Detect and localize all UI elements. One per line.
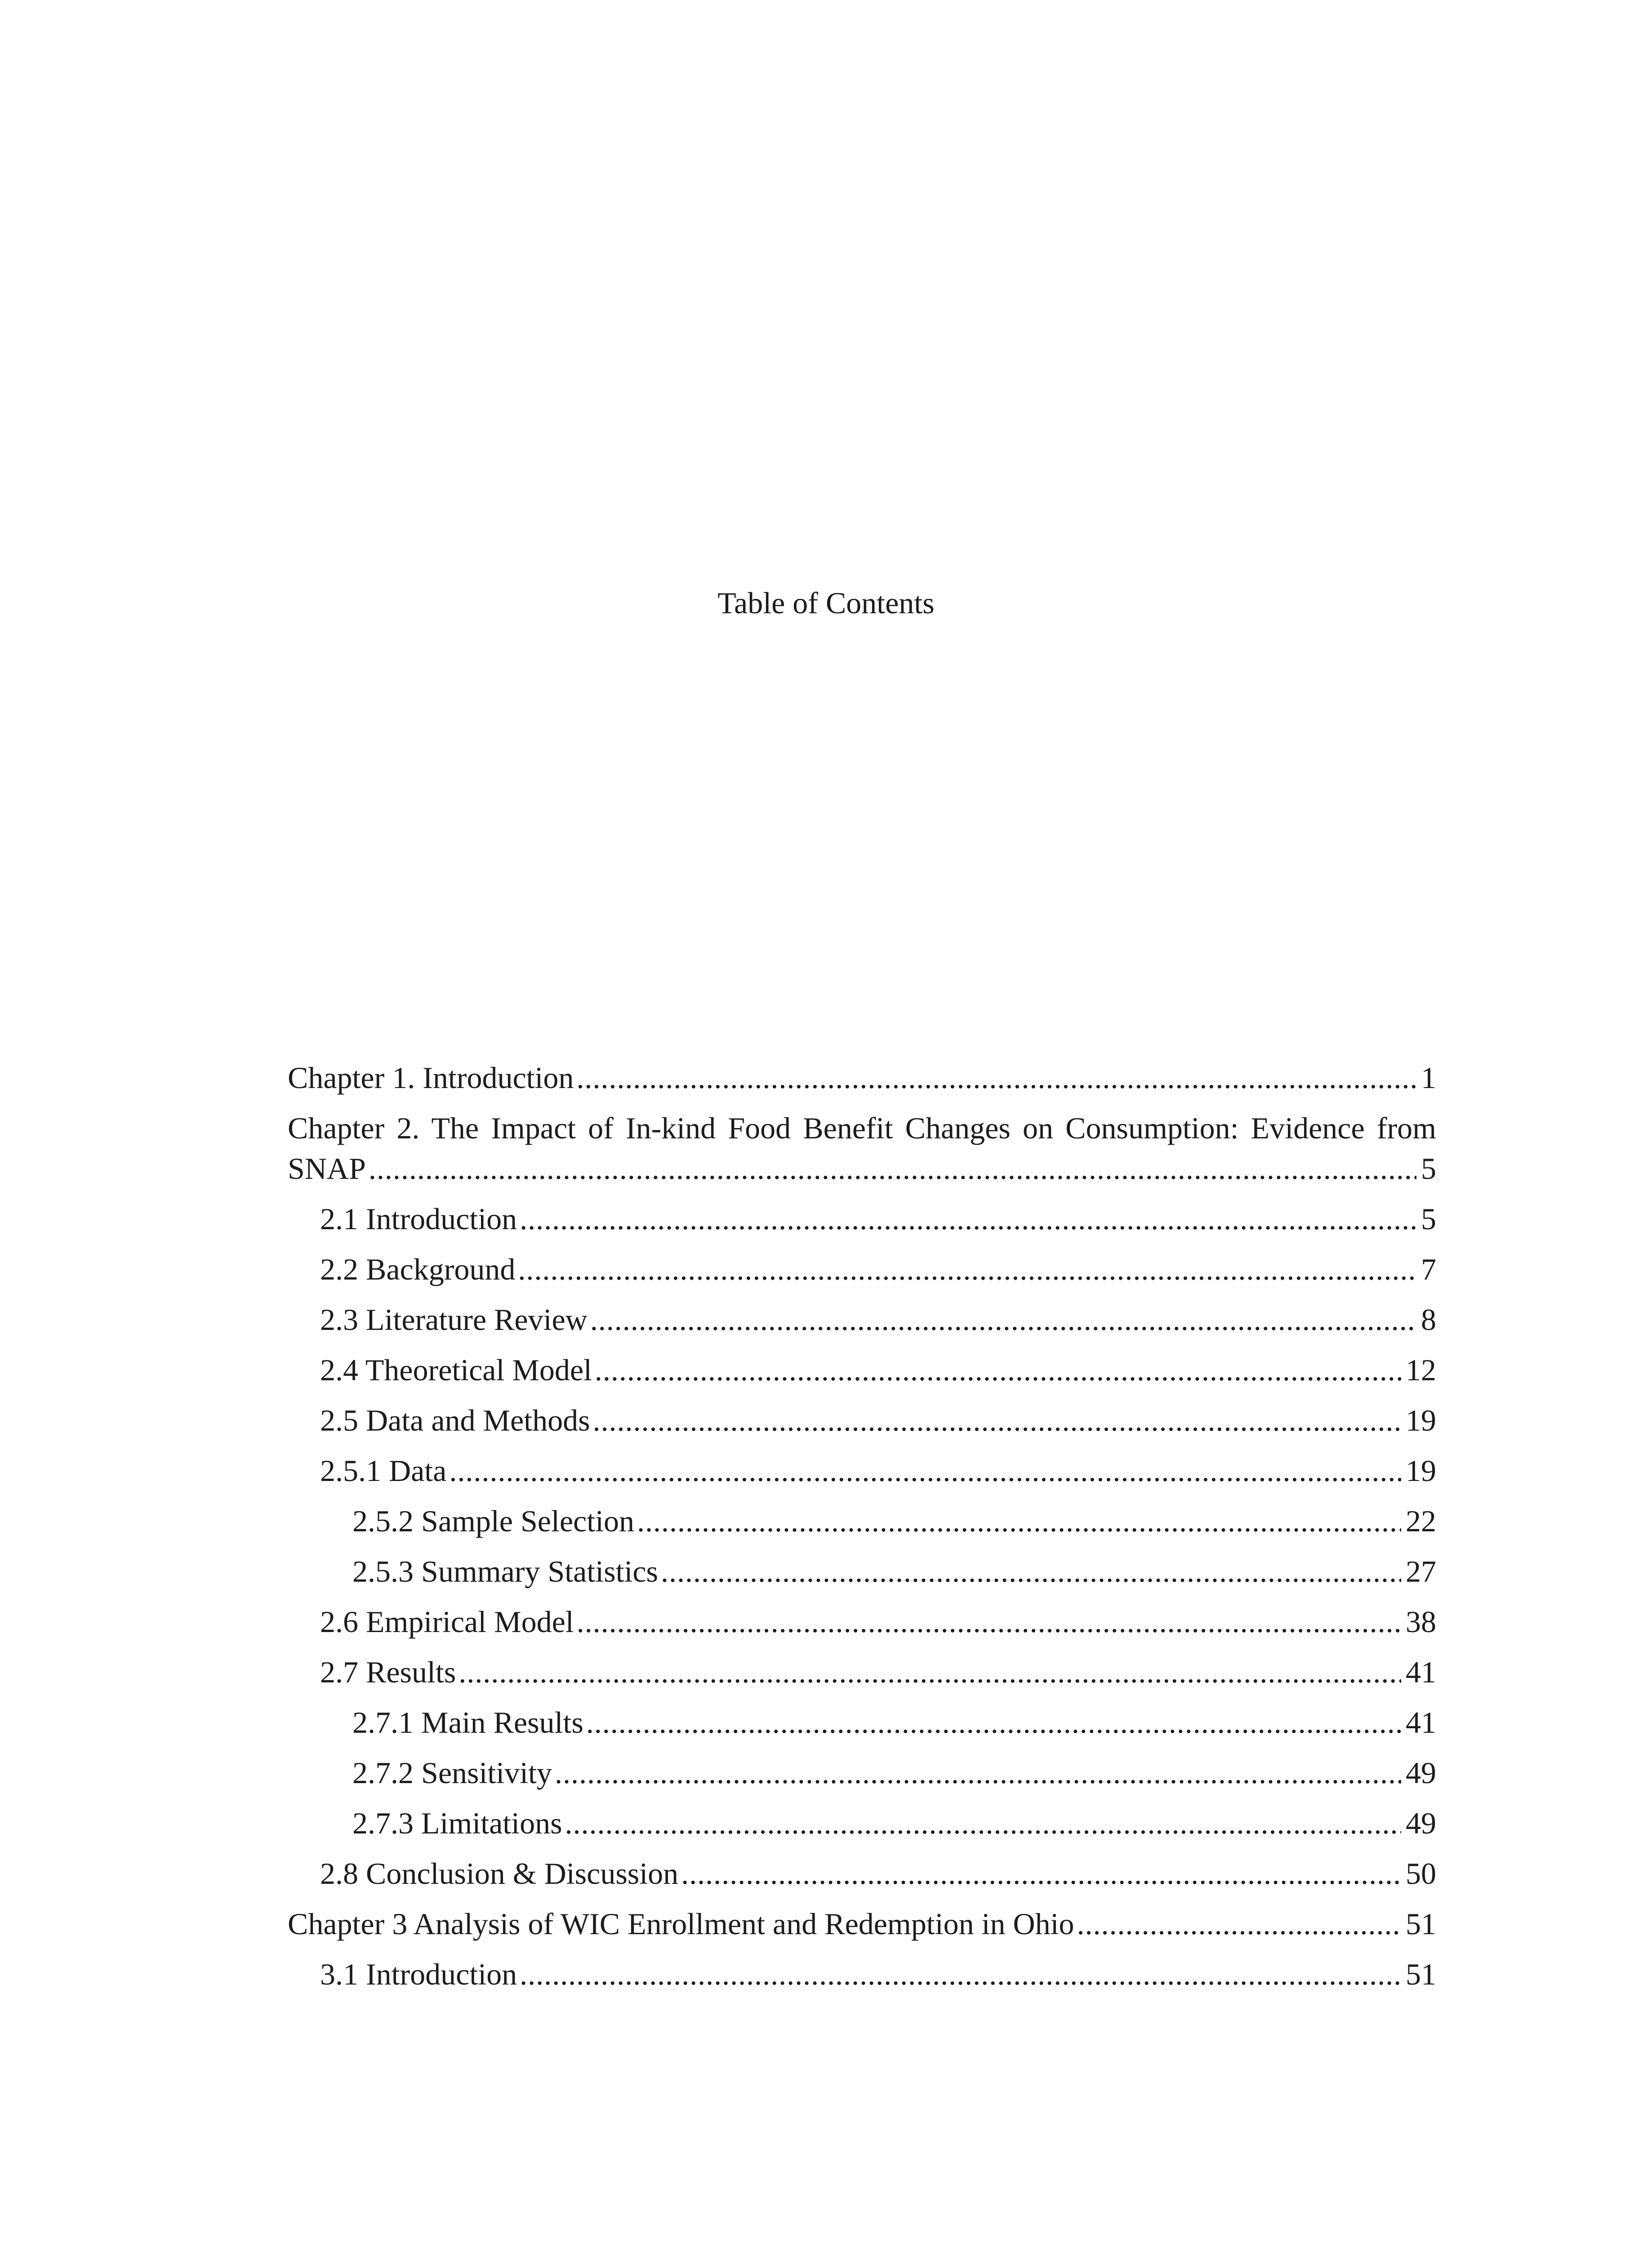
toc-entry-label: Chapter 3 Analysis of WIC Enrollment and Redemption in Ohio [288,1907,1074,1941]
toc-entry-2-4[interactable] [288,1340,1436,1390]
toc-entry-2-6[interactable] [288,1592,1436,1642]
toc-entry-2-8[interactable] [288,1843,1436,1894]
dot-leader [586,1702,1401,1743]
toc-entry-page: 5 [1421,1151,1436,1186]
page-title: Table of Contents [717,586,935,620]
dot-leader [565,1803,1401,1843]
toc-entry-page: 51 [1406,1907,1436,1941]
toc-entry-label: 2.5.2 Sample Selection [352,1504,635,1538]
toc-entry-label: 2.5.3 Summary Statistics [352,1554,658,1588]
toc-entry-2-7[interactable] [288,1642,1436,1692]
toc-entry-2-1[interactable] [288,1189,1436,1239]
toc-entry-page: 7 [1421,1252,1436,1286]
toc-entry-chapter-2[interactable] [288,1098,1436,1189]
dot-leader [661,1551,1401,1592]
toc-entry-2-5-2[interactable] [288,1491,1436,1541]
toc-entry-page: 8 [1421,1302,1436,1337]
toc-entry-page: 19 [1406,1403,1436,1437]
dot-leader [637,1501,1401,1541]
toc-entry-label: 2.7.1 Main Results [352,1705,583,1740]
toc-entry-2-5-3[interactable] [288,1541,1436,1592]
toc-entry-2-5[interactable] [288,1390,1436,1441]
toc-entry-page: 51 [1406,1957,1436,1991]
dot-leader [576,1057,1416,1098]
dot-leader [518,1249,1416,1289]
toc-entry-label: 2.1 Introduction [320,1202,517,1236]
toc-entry-label: 2.6 Empirical Model [320,1605,574,1639]
toc-entry-page: 5 [1421,1202,1436,1236]
toc-entry-2-2[interactable] [288,1239,1436,1289]
toc-entry-chapter-1[interactable] [288,1048,1436,1098]
toc-entry-2-5-1[interactable] [288,1441,1436,1491]
toc-entry-2-7-2[interactable] [288,1743,1436,1793]
toc-entry-label: 2.3 Literature Review [320,1302,588,1337]
toc-entry-label: 2.5 Data and Methods [320,1403,590,1437]
toc-entry-label: 2.2 Background [320,1252,516,1286]
toc-entry-label: 2.7.3 Limitations [352,1806,562,1840]
dot-leader [595,1350,1401,1390]
dot-leader [369,1148,1416,1189]
dot-leader [459,1652,1401,1692]
toc-entry-label: 2.5.1 Data [320,1454,447,1488]
toc-entry-2-3[interactable] [288,1289,1436,1340]
dot-leader [520,1954,1401,1994]
dot-leader [577,1601,1401,1642]
toc-entry-label: 2.7.2 Sensitivity [352,1756,552,1790]
toc-entry-page: 50 [1406,1856,1436,1891]
toc-entry-3-1[interactable] [288,1944,1436,1994]
toc-entry-page: 27 [1406,1554,1436,1588]
toc-entry-page: 1 [1421,1061,1436,1095]
toc-entry-page: 49 [1406,1756,1436,1790]
toc-entry-chapter-3[interactable] [288,1894,1436,1944]
toc-entry-label-line-2: SNAP [288,1151,366,1186]
dot-leader [449,1450,1401,1491]
dot-leader [681,1853,1401,1894]
toc-entry-page: 41 [1406,1705,1436,1740]
toc-entry-label: 3.1 Introduction [320,1957,517,1991]
toc-entry-page: 49 [1406,1806,1436,1840]
toc-entry-label: 2.8 Conclusion & Discussion [320,1856,679,1891]
dot-leader [555,1753,1401,1793]
dot-leader [593,1400,1401,1441]
toc-entry-label: 2.4 Theoretical Model [320,1353,592,1387]
toc-entry-page: 22 [1406,1504,1436,1538]
toc-entry-page: 19 [1406,1454,1436,1488]
dot-leader [520,1199,1416,1239]
dot-leader [1077,1904,1401,1944]
table-of-contents [288,1048,1436,1994]
toc-entry-2-7-1[interactable] [288,1692,1436,1743]
toc-entry-label: Chapter 1. Introduction [288,1061,574,1095]
toc-entry-page: 38 [1406,1605,1436,1639]
dot-leader [590,1299,1416,1340]
toc-entry-page: 12 [1406,1353,1436,1387]
toc-entry-label: 2.7 Results [320,1655,456,1689]
toc-entry-page: 41 [1406,1655,1436,1689]
toc-entry-2-7-3[interactable] [288,1793,1436,1843]
toc-entry-label-line-1: Chapter 2. The Impact of In-kind Food Benefit Changes on Consumption: Evidence from [288,1111,1436,1145]
